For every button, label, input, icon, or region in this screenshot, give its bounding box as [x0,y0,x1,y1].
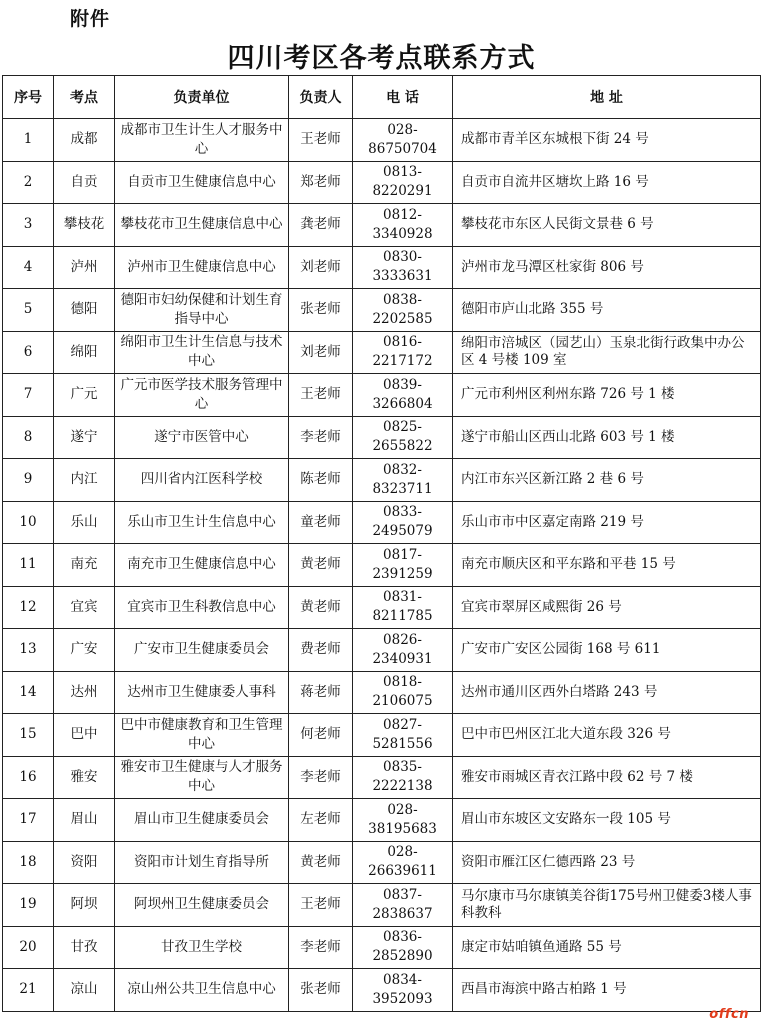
cell-phone: 0836-2852890 [353,926,453,969]
table-row [3,969,761,1012]
cell-index: 12 [3,586,54,629]
cell-phone: 0839-3266804 [353,374,453,417]
table-row [3,161,761,204]
cell-index: 7 [3,374,54,417]
cell-address: 眉山市东坡区文安路东一段 105 号 [453,799,761,842]
cell-address: 乐山市市中区嘉定南路 219 号 [453,501,761,544]
cell-person: 李老师 [289,926,353,969]
cell-phone: 0831-8211785 [353,586,453,629]
cell-site: 达州 [54,671,115,714]
cell-phone: 0826-2340931 [353,629,453,672]
cell-unit [115,161,289,204]
cell-phone: 0830-3333631 [353,246,453,289]
cell-address: 宜宾市翠屏区咸熙街 26 号 [453,586,761,629]
cell-address: 南充市顺庆区和平东路和平巷 15 号 [453,544,761,587]
table-row [3,204,761,247]
watermark-logo: offcn [709,1007,749,1022]
cell-address: 内江市东兴区新江路 2 巷 6 号 [453,459,761,502]
cell-person: 费老师 [289,629,353,672]
cell-unit [115,544,289,587]
cell-unit-text: 眉山市卫生健康委员会 [134,811,269,828]
cell-index: 14 [3,671,54,714]
cell-unit-text: 广安市卫生健康委员会 [134,641,269,658]
cell-address: 资阳市雁江区仁德西路 23 号 [453,841,761,884]
cell-index: 11 [3,544,54,587]
cell-index: 4 [3,246,54,289]
attachment-label: 附件 [70,8,111,30]
cell-unit-text: 广元市医学技术服务管理中心 [120,376,283,412]
cell-phone: 0825-2655822 [353,416,453,459]
column-header-phone: 电 话 [353,76,453,119]
cell-unit-text: 南充市卫生健康信息中心 [127,556,276,573]
cell-index: 20 [3,926,54,969]
cell-site: 眉山 [54,799,115,842]
cell-unit [115,331,289,374]
cell-unit [115,289,289,332]
cell-unit-text: 宜宾市卫生科教信息中心 [127,598,276,615]
cell-index: 3 [3,204,54,247]
table-row [3,714,761,757]
table-row [3,416,761,459]
cell-index: 19 [3,884,54,927]
cell-person: 李老师 [289,756,353,799]
contacts-table [2,75,761,1012]
cell-address: 德阳市庐山北路 355 号 [453,289,761,332]
cell-person: 何老师 [289,714,353,757]
table-row [3,246,761,289]
cell-phone: 0837-2838637 [353,884,453,927]
cell-index: 15 [3,714,54,757]
cell-index: 10 [3,501,54,544]
table-row [3,926,761,969]
cell-site: 乐山 [54,501,115,544]
table-row [3,799,761,842]
cell-unit-text: 成都市卫生计生人才服务中心 [120,121,283,157]
cell-person: 龚老师 [289,204,353,247]
cell-person: 刘老师 [289,246,353,289]
cell-unit [115,671,289,714]
cell-person: 王老师 [289,119,353,162]
cell-site: 资阳 [54,841,115,884]
table-row [3,586,761,629]
table-body [3,119,761,1012]
cell-unit [115,884,289,927]
cell-unit-text: 凉山州公共卫生信息中心 [127,981,276,998]
cell-person: 刘老师 [289,331,353,374]
cell-unit-text: 雅安市卫生健康与人才服务中心 [120,759,283,795]
cell-index: 16 [3,756,54,799]
column-header-address: 地 址 [453,76,761,119]
cell-address: 自贡市自流井区塘坎上路 16 号 [453,161,761,204]
cell-site: 广安 [54,629,115,672]
cell-person: 黄老师 [289,841,353,884]
cell-site: 自贡 [54,161,115,204]
cell-site: 德阳 [54,289,115,332]
cell-address: 马尔康市马尔康镇美谷街175号州卫健委3楼人事科教科 [453,884,761,927]
cell-unit-text: 乐山市卫生计生信息中心 [127,513,276,530]
table-row [3,374,761,417]
cell-site: 广元 [54,374,115,417]
column-header-unit: 负责单位 [115,76,289,119]
cell-phone: 028-38195683 [353,799,453,842]
cell-person: 黄老师 [289,586,353,629]
table-row [3,841,761,884]
cell-person: 王老师 [289,884,353,927]
column-header-person: 负责人 [289,76,353,119]
cell-unit-text: 攀枝花市卫生健康信息中心 [120,216,283,233]
cell-unit [115,969,289,1012]
cell-index: 6 [3,331,54,374]
cell-index: 9 [3,459,54,502]
cell-unit [115,629,289,672]
cell-person: 左老师 [289,799,353,842]
cell-unit-text: 达州市卫生健康委人事科 [127,683,276,700]
cell-person: 童老师 [289,501,353,544]
cell-site: 内江 [54,459,115,502]
cell-unit [115,714,289,757]
cell-address: 雅安市雨城区青衣江路中段 62 号 7 楼 [453,756,761,799]
cell-person: 李老师 [289,416,353,459]
cell-site: 绵阳 [54,331,115,374]
cell-site: 甘孜 [54,926,115,969]
cell-site: 雅安 [54,756,115,799]
table-row [3,756,761,799]
cell-address: 绵阳市涪城区（园艺山）玉泉北街行政集中办公区 4 号楼 109 室 [453,331,761,374]
cell-unit [115,586,289,629]
cell-site: 南充 [54,544,115,587]
cell-unit-text: 遂宁市医管中心 [154,428,249,445]
cell-phone: 0835-2222138 [353,756,453,799]
cell-index: 1 [3,119,54,162]
cell-phone: 0832-8323711 [353,459,453,502]
cell-phone: 0827-5281556 [353,714,453,757]
cell-phone: 028-26639611 [353,841,453,884]
table-row [3,884,761,927]
cell-phone: 0813-8220291 [353,161,453,204]
cell-phone: 0834-3952093 [353,969,453,1012]
page-title: 四川考区各考点联系方式 [227,43,536,74]
cell-person: 郑老师 [289,161,353,204]
cell-site: 成都 [54,119,115,162]
cell-phone: 028-86750704 [353,119,453,162]
cell-unit [115,841,289,884]
cell-unit [115,204,289,247]
column-header-index: 序号 [3,76,54,119]
cell-index: 5 [3,289,54,332]
cell-site: 巴中 [54,714,115,757]
cell-unit-text: 泸州市卫生健康信息中心 [127,258,276,275]
column-header-site: 考点 [54,76,115,119]
cell-person: 黄老师 [289,544,353,587]
cell-unit [115,246,289,289]
cell-unit-text: 资阳市计划生育指导所 [134,853,269,870]
cell-address: 巴中市巴州区江北大道东段 326 号 [453,714,761,757]
cell-phone: 0817-2391259 [353,544,453,587]
cell-site: 泸州 [54,246,115,289]
cell-unit-text: 甘孜卫生学校 [161,938,242,955]
cell-index: 2 [3,161,54,204]
cell-person: 张老师 [289,289,353,332]
cell-address: 广元市利州区利州东路 726 号 1 楼 [453,374,761,417]
cell-site: 宜宾 [54,586,115,629]
cell-phone: 0818-2106075 [353,671,453,714]
table-row [3,501,761,544]
cell-unit-text: 巴中市健康教育和卫生管理中心 [120,716,283,752]
cell-site: 凉山 [54,969,115,1012]
cell-person: 蒋老师 [289,671,353,714]
cell-unit [115,416,289,459]
table-row [3,289,761,332]
cell-unit [115,926,289,969]
cell-site: 攀枝花 [54,204,115,247]
cell-unit-text: 阿坝州卫生健康委员会 [134,896,269,913]
cell-index: 21 [3,969,54,1012]
table-row [3,459,761,502]
cell-address: 成都市青羊区东城根下街 24 号 [453,119,761,162]
cell-person: 王老师 [289,374,353,417]
cell-person: 陈老师 [289,459,353,502]
cell-unit-text: 自贡市卫生健康信息中心 [127,173,276,190]
cell-unit [115,119,289,162]
cell-address: 广安市广安区公园街 168 号 611 [453,629,761,672]
cell-address: 康定市姑咱镇鱼通路 55 号 [453,926,761,969]
cell-unit-text: 四川省内江医科学校 [140,471,263,488]
cell-unit [115,756,289,799]
cell-address: 泸州市龙马潭区杜家街 806 号 [453,246,761,289]
cell-address: 西昌市海滨中路古柏路 1 号 [453,969,761,1012]
cell-index: 17 [3,799,54,842]
table-row [3,331,761,374]
table-row [3,629,761,672]
cell-address: 攀枝花市东区人民街文景巷 6 号 [453,204,761,247]
cell-index: 13 [3,629,54,672]
cell-site: 遂宁 [54,416,115,459]
cell-unit [115,501,289,544]
table-row [3,119,761,162]
table-row [3,671,761,714]
cell-person: 张老师 [289,969,353,1012]
cell-unit [115,799,289,842]
cell-phone: 0816-2217172 [353,331,453,374]
cell-address: 达州市通川区西外白塔路 243 号 [453,671,761,714]
cell-site: 阿坝 [54,884,115,927]
cell-phone: 0833-2495079 [353,501,453,544]
cell-unit-text: 绵阳市卫生计生信息与技术中心 [120,334,283,370]
table-header-row [3,76,761,119]
cell-phone: 0838-2202585 [353,289,453,332]
cell-unit [115,459,289,502]
cell-index: 8 [3,416,54,459]
cell-unit-text: 德阳市妇幼保健和计划生育指导中心 [120,291,283,327]
cell-index: 18 [3,841,54,884]
cell-unit [115,374,289,417]
table-row [3,544,761,587]
cell-address: 遂宁市船山区西山北路 603 号 1 楼 [453,416,761,459]
cell-phone: 0812-3340928 [353,204,453,247]
